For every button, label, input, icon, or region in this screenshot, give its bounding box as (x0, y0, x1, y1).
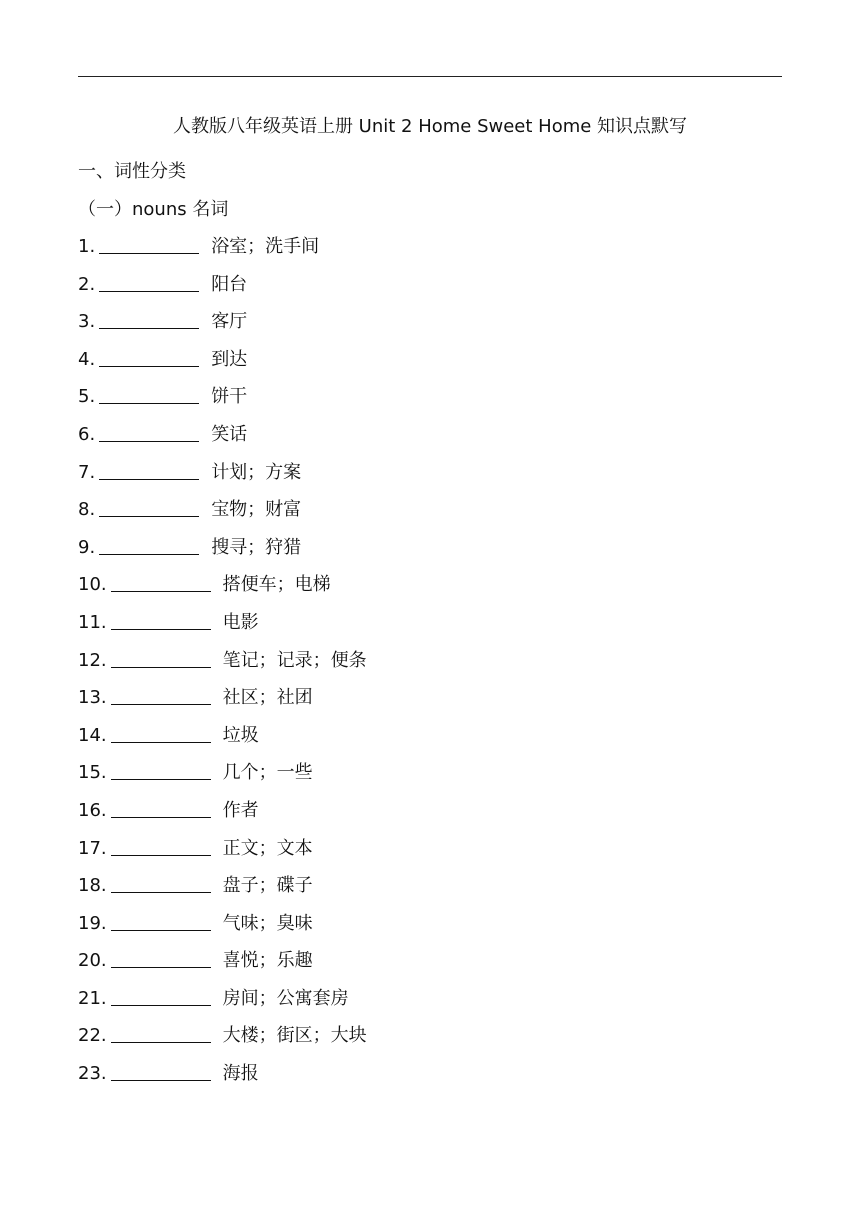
answer-blank[interactable] (99, 347, 199, 367)
item-meaning: 宝物；财富 (211, 499, 302, 521)
list-item (78, 798, 367, 836)
list-item (78, 610, 367, 648)
item-meaning: 正文；文本 (222, 837, 313, 859)
answer-blank[interactable] (99, 234, 199, 254)
list-item (78, 422, 367, 460)
list-item (78, 911, 367, 949)
item-number: 6. (78, 423, 96, 445)
list-item (78, 986, 367, 1024)
answer-blank[interactable] (111, 723, 211, 743)
list-item (78, 760, 367, 798)
item-meaning: 房间；公寓套房 (222, 987, 349, 1009)
item-number: 22. (78, 1025, 107, 1047)
item-meaning: 作者 (222, 799, 259, 821)
answer-blank[interactable] (111, 648, 211, 668)
answer-blank[interactable] (111, 610, 211, 630)
item-meaning: 阳台 (211, 273, 248, 295)
list-item (78, 309, 367, 347)
item-meaning: 计划；方案 (211, 461, 302, 483)
answer-blank[interactable] (99, 497, 199, 517)
item-number: 12. (78, 649, 107, 671)
item-number: 5. (78, 386, 96, 408)
header-rule (78, 76, 782, 77)
answer-blank[interactable] (99, 460, 199, 480)
item-meaning: 搜寻；狩猎 (211, 536, 302, 558)
answer-blank[interactable] (99, 272, 199, 292)
list-item (78, 272, 367, 310)
list-item (78, 685, 367, 723)
answer-blank[interactable] (111, 572, 211, 592)
item-meaning: 盘子；碟子 (222, 875, 313, 897)
answer-blank[interactable] (111, 986, 211, 1006)
item-meaning: 浴室；洗手间 (211, 236, 320, 257)
answer-blank[interactable] (99, 384, 199, 404)
item-number: 3. (78, 311, 96, 333)
item-number: 21. (78, 987, 107, 1009)
item-meaning: 到达 (211, 348, 248, 370)
document-title: 人教版八年级英语上册 Unit 2 Home Sweet Home 知识点默写 (172, 116, 688, 137)
item-number: 14. (78, 724, 107, 746)
answer-blank[interactable] (111, 760, 211, 780)
item-number: 15. (78, 762, 107, 784)
item-number: 17. (78, 837, 107, 859)
item-number: 11. (78, 611, 107, 633)
item-meaning: 客厅 (211, 311, 248, 333)
item-meaning: 垃圾 (222, 724, 259, 746)
answer-blank[interactable] (99, 422, 199, 442)
item-number: 4. (78, 348, 96, 370)
item-number: 7. (78, 461, 96, 483)
item-meaning: 笑话 (211, 423, 248, 445)
answer-blank[interactable] (111, 798, 211, 818)
list-item (78, 384, 367, 422)
item-meaning: 大楼；街区；大块 (222, 1025, 367, 1047)
item-number: 20. (78, 950, 107, 972)
answer-blank[interactable] (111, 1023, 211, 1043)
list-item (78, 1061, 367, 1099)
list-item (78, 572, 367, 610)
answer-blank[interactable] (99, 535, 199, 555)
answer-blank[interactable] (111, 873, 211, 893)
item-meaning: 几个；一些 (222, 762, 313, 784)
list-item (78, 948, 367, 986)
list-item (78, 234, 367, 272)
list-item (78, 648, 367, 686)
answer-blank[interactable] (111, 836, 211, 856)
list-item (78, 535, 367, 573)
list-item (78, 873, 367, 911)
answer-blank[interactable] (111, 1061, 211, 1081)
item-number: 10. (78, 574, 107, 596)
answer-blank[interactable] (111, 948, 211, 968)
item-number: 18. (78, 875, 107, 897)
answer-blank[interactable] (99, 309, 199, 329)
answer-blank[interactable] (111, 685, 211, 705)
subsection-heading: （一）nouns 名词 (78, 199, 229, 220)
list-item (78, 723, 367, 761)
item-meaning: 饼干 (211, 386, 248, 408)
item-number: 9. (78, 536, 96, 558)
item-number: 16. (78, 799, 107, 821)
answer-blank[interactable] (111, 911, 211, 931)
vocabulary-list (78, 234, 367, 1099)
item-meaning: 社区；社团 (222, 687, 313, 709)
section-heading: 一、词性分类 (78, 161, 186, 182)
item-meaning: 海报 (222, 1063, 259, 1085)
item-number: 2. (78, 273, 96, 295)
item-number: 19. (78, 912, 107, 934)
item-meaning: 笔记；记录；便条 (222, 649, 367, 671)
list-item (78, 460, 367, 498)
item-number: 23. (78, 1063, 107, 1085)
item-meaning: 搭便车；电梯 (222, 574, 331, 596)
list-item (78, 1023, 367, 1061)
item-meaning: 喜悦；乐趣 (222, 950, 313, 972)
item-meaning: 电影 (222, 611, 259, 633)
item-meaning: 气味；臭味 (222, 912, 313, 934)
item-number: 13. (78, 687, 107, 709)
list-item (78, 836, 367, 874)
item-number: 8. (78, 499, 96, 521)
item-number: 1. (78, 236, 96, 257)
list-item (78, 497, 367, 535)
list-item (78, 347, 367, 385)
